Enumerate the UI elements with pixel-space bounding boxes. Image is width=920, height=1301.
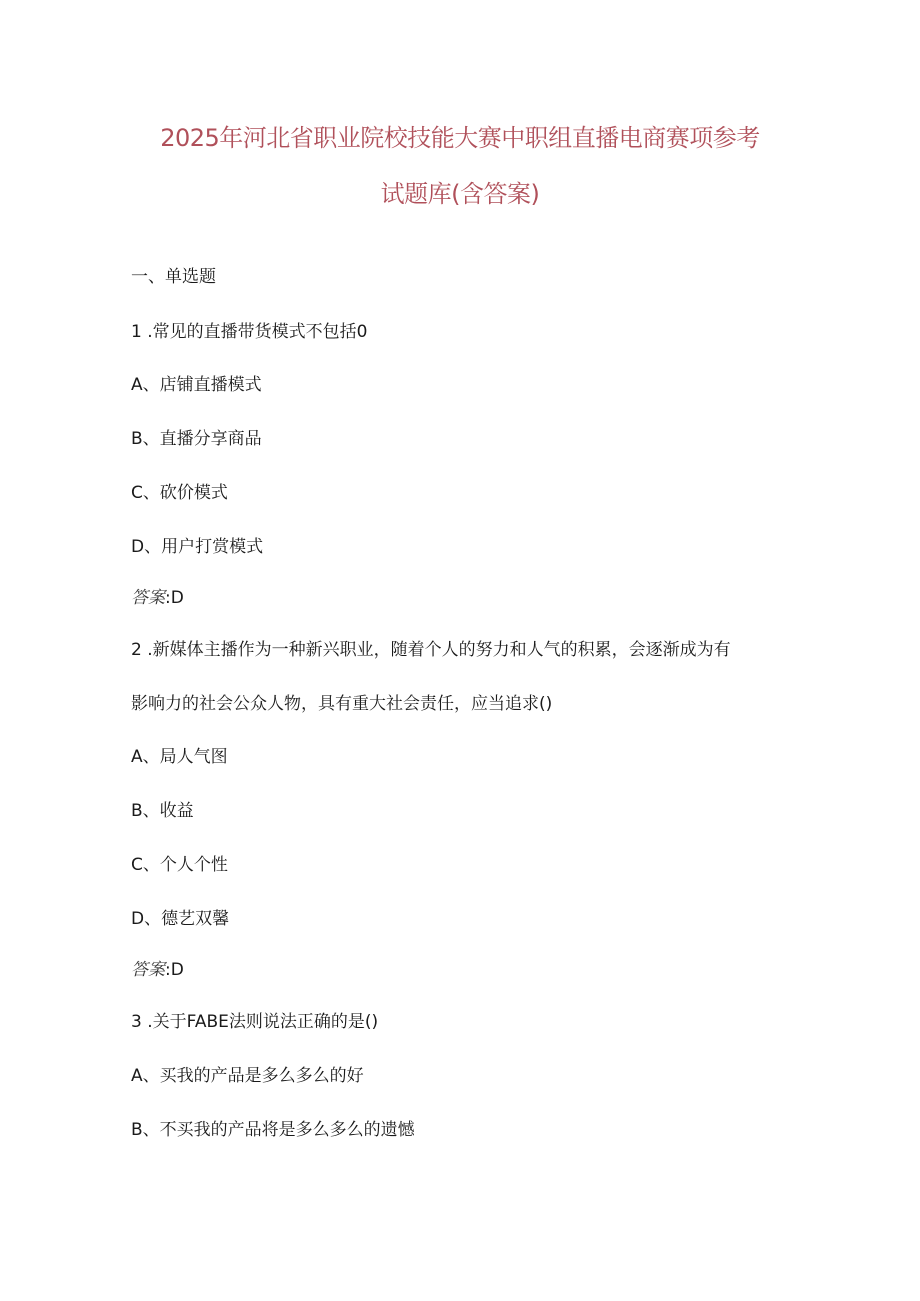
option-text: 买我的产品是多么多么的好 — [159, 1066, 364, 1086]
question-text: .新媒体主播作为一种新兴职业，随着个人的努力和人气的积累，会逐渐成为有 — [147, 640, 731, 660]
option-text: 店铺直播模式 — [159, 375, 262, 395]
option-key: B、 — [131, 801, 160, 821]
question-2-continued: 影响力的社会公众人物，具有重大社会责任，应当追求() — [131, 694, 553, 714]
option-text: 直播分享商品 — [159, 429, 262, 449]
question-number: 1 — [131, 322, 142, 342]
option-text: 砍价模式 — [159, 483, 228, 503]
question-text: .常见的直播带货模式不包括0 — [147, 322, 368, 342]
answer-2 — [131, 958, 184, 982]
option-key: A、 — [131, 747, 160, 767]
option-key: B、 — [131, 429, 160, 449]
option-a — [131, 373, 262, 397]
option-b — [131, 1118, 415, 1142]
answer-label: 答案 — [131, 960, 165, 980]
option-key: D、 — [131, 537, 162, 557]
question-number: 2 — [131, 640, 142, 660]
answer-label: 答案 — [131, 588, 165, 608]
option-text: 收益 — [159, 801, 194, 821]
option-text: 用户打赏模式 — [161, 537, 264, 557]
question-3 — [131, 1010, 378, 1034]
question-text: .关于FABE法则说法正确的是() — [147, 1012, 379, 1032]
option-key: A、 — [131, 1066, 160, 1086]
question-2 — [131, 638, 731, 662]
option-text: 德艺双馨 — [161, 909, 230, 929]
option-text: 不买我的产品将是多么多么的遗憾 — [159, 1120, 415, 1140]
answer-1 — [131, 586, 184, 610]
option-text: 个人个性 — [159, 855, 228, 875]
option-text: 局人气图 — [159, 747, 228, 767]
option-d — [131, 907, 229, 931]
answer-value: :D — [165, 960, 184, 980]
option-key: D、 — [131, 909, 162, 929]
title-line-2: 试题库(含答案) — [380, 180, 540, 208]
answer-value: :D — [165, 588, 184, 608]
option-a — [131, 1064, 364, 1088]
option-c — [131, 481, 228, 505]
option-c — [131, 853, 228, 877]
option-a — [131, 745, 228, 769]
document-title — [0, 112, 920, 220]
question-number: 3 — [131, 1012, 142, 1032]
option-key: B、 — [131, 1120, 160, 1140]
option-key: C、 — [131, 483, 160, 503]
title-line-1: 2025年河北省职业院校技能大赛中职组直播电商赛项参考 — [160, 124, 760, 152]
option-b — [131, 427, 262, 451]
option-key: A、 — [131, 375, 160, 395]
option-d — [131, 535, 263, 559]
option-key: C、 — [131, 855, 160, 875]
question-1 — [131, 320, 367, 344]
option-b — [131, 799, 194, 823]
section-heading: 一、单选题 — [131, 267, 216, 287]
